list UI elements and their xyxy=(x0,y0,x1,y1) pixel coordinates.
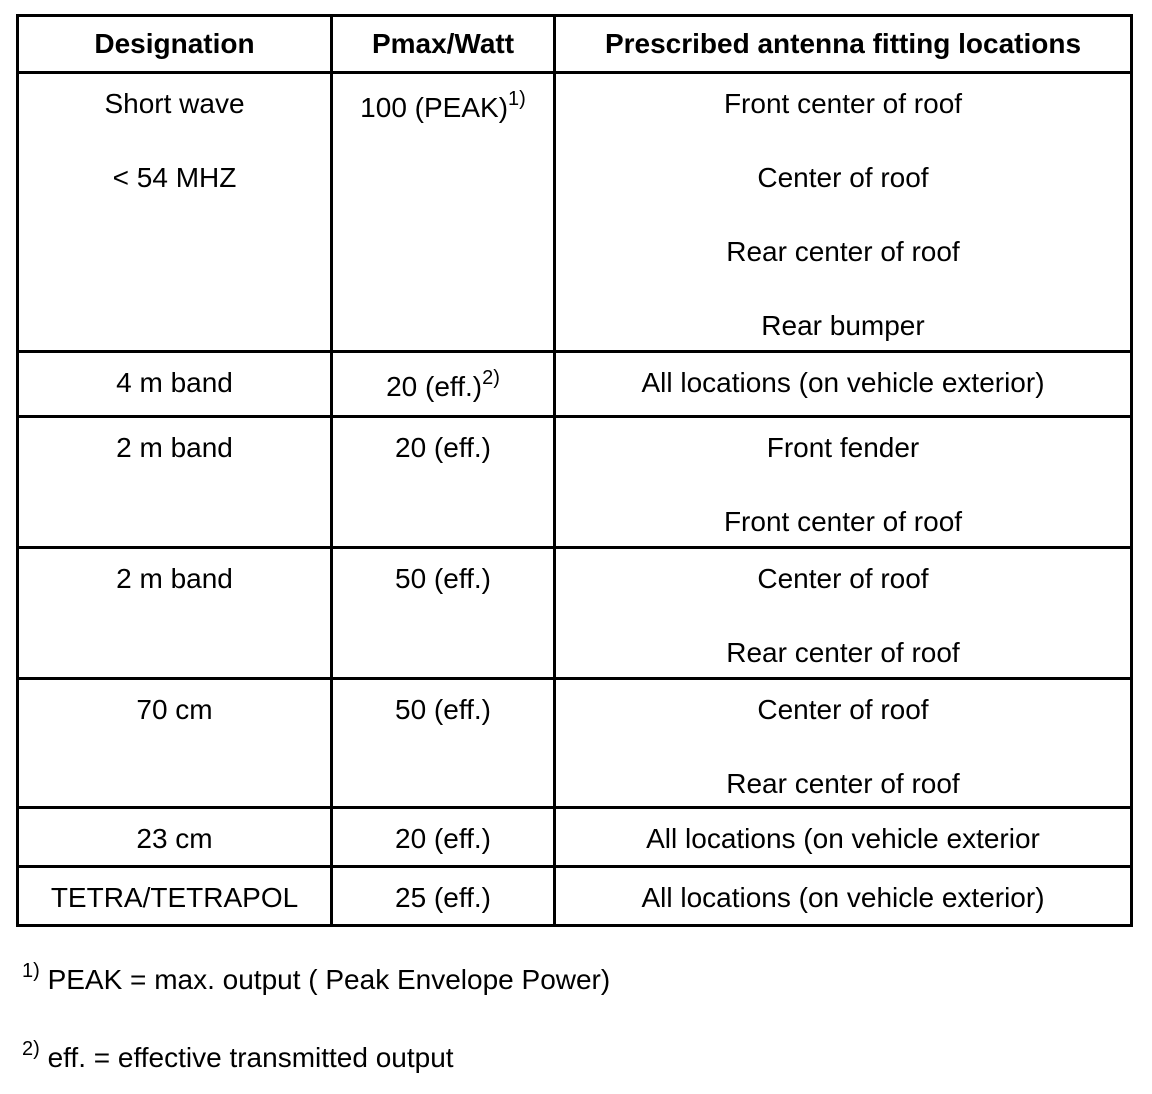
locations-cell xyxy=(555,548,1132,679)
pmax-cell xyxy=(332,73,555,352)
designation-cell xyxy=(18,73,332,352)
footnote-text: PEAK = max. output ( Peak Envelope Power) xyxy=(39,964,611,995)
pmax-value: 25 (eff.) xyxy=(395,882,491,913)
designation-line: < 54 MHZ xyxy=(112,162,237,193)
location-line: Rear center of roof xyxy=(726,768,960,799)
designation-cell xyxy=(18,867,332,926)
location-line: Rear bumper xyxy=(761,310,925,341)
location-line: Front center of roof xyxy=(723,88,963,119)
header-row xyxy=(18,16,1132,73)
pmax-value: 20 (eff.) xyxy=(395,823,491,854)
header-locations: Prescribed antenna fitting locations xyxy=(555,16,1132,73)
location-line: All locations (on vehicle exterior xyxy=(646,823,1040,854)
designation-cell xyxy=(18,548,332,679)
pmax-cell xyxy=(332,867,555,926)
pmax-cell xyxy=(332,808,555,867)
designation-cell xyxy=(18,352,332,417)
location-line: Center of roof xyxy=(757,694,929,725)
designation-line: 4 m band xyxy=(116,367,233,398)
location-line: All locations (on vehicle exterior) xyxy=(641,882,1045,913)
location-line: Front center of roof xyxy=(723,506,963,537)
antenna-spec-table xyxy=(16,14,1133,927)
pmax-value: 50 (eff.) xyxy=(395,694,491,725)
pmax-value: 50 (eff.) xyxy=(395,563,491,594)
pmax-cell xyxy=(332,679,555,808)
designation-line: 23 cm xyxy=(136,823,213,854)
location-line: Rear center of roof xyxy=(726,236,960,267)
designation-cell xyxy=(18,417,332,548)
table-row xyxy=(18,679,1132,808)
location-line: All locations (on vehicle exterior) xyxy=(641,367,1045,398)
designation-line: TETRA/TETRAPOL xyxy=(50,882,299,913)
footnote-text: eff. = effective transmitted output xyxy=(39,1042,454,1073)
location-line: Front fender xyxy=(766,432,920,463)
designation-line: Short wave xyxy=(104,88,245,119)
pmax-value: 100 (PEAK) xyxy=(360,92,509,123)
locations-cell xyxy=(555,808,1132,867)
designation-cell xyxy=(18,808,332,867)
locations-cell xyxy=(555,73,1132,352)
footnote-marker: 2) xyxy=(22,1038,40,1060)
table-row xyxy=(18,548,1132,679)
locations-cell xyxy=(555,679,1132,808)
locations-cell xyxy=(555,352,1132,417)
footnote-2 xyxy=(22,1038,454,1074)
pmax-value: 20 (eff.) xyxy=(395,432,491,463)
table-row xyxy=(18,417,1132,548)
location-line: Center of roof xyxy=(757,162,929,193)
pmax-cell xyxy=(332,352,555,417)
header-pmax: Pmax/Watt xyxy=(332,16,555,73)
pmax-cell xyxy=(332,548,555,679)
location-line: Rear center of roof xyxy=(726,637,960,668)
designation-line: 2 m band xyxy=(116,432,233,463)
pmax-value: 20 (eff.) xyxy=(386,371,483,402)
locations-cell xyxy=(555,867,1132,926)
table-row xyxy=(18,808,1132,867)
locations-cell xyxy=(555,417,1132,548)
table-row xyxy=(18,73,1132,352)
designation-line: 70 cm xyxy=(136,694,213,725)
designation-cell xyxy=(18,679,332,808)
footnote-marker: 1) xyxy=(22,960,40,982)
location-line: Center of roof xyxy=(757,563,929,594)
table-row xyxy=(18,352,1132,417)
footnote-1 xyxy=(22,960,611,996)
pmax-cell xyxy=(332,417,555,548)
header-designation: Designation xyxy=(18,16,332,73)
footnote-ref: 1) xyxy=(508,88,526,110)
table-row xyxy=(18,867,1132,926)
footnote-ref: 2) xyxy=(482,367,500,389)
designation-line: 2 m band xyxy=(116,563,233,594)
